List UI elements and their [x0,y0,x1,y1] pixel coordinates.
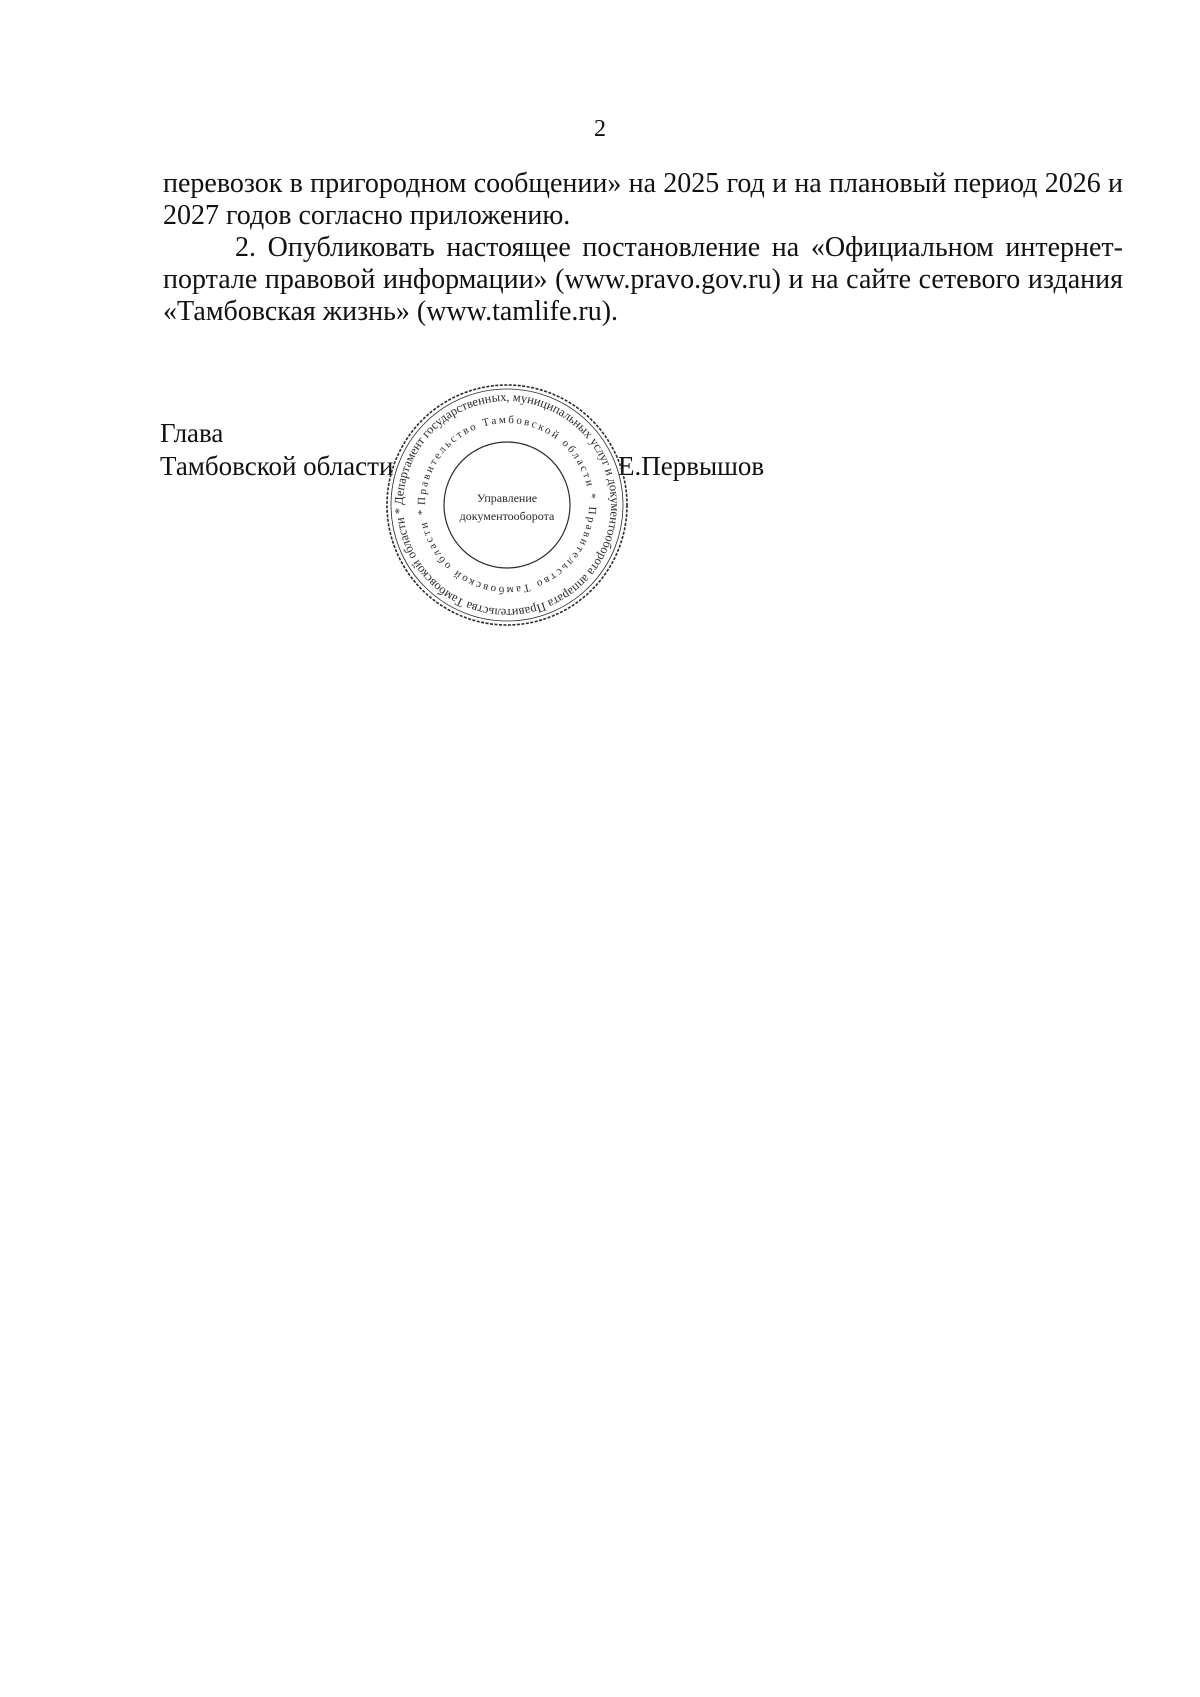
signatory-position-line1: Глава [160,418,224,448]
stamp-center-line1: Управление [476,491,538,505]
stamp-center-line2: документооборота [459,509,555,523]
document-body [163,168,1123,328]
page-number: 2 [594,116,606,142]
signatory-position-line2: Тамбовской области [160,451,394,481]
stamp-inner-text: Правительство Тамбовской области * Правительство Тамбовской области * [415,413,599,597]
paragraph-continuation: перевозок в пригородном сообщении» на 2025 год и на плановый период 2026 и 2027 годов согласно приложению. [163,168,1123,231]
signatory-name: Е.Первышов [618,451,765,481]
stamp-outer-text: Департамент государственных, муниципальных услуг и документооборота аппарата Правительства Тамбовской области * [391,389,623,621]
official-seal-stamp [382,380,632,630]
paragraph-publication: 2. Опубликовать настоящее постановление на «Официальном интернет-портале правовой информации» (www.pravo.gov.ru) и на сайте сетевого издания «Тамбовская жизнь» (www.tamlife.ru). [163,232,1123,327]
signatory-position [160,417,393,483]
stamp-center-ring [444,442,570,568]
